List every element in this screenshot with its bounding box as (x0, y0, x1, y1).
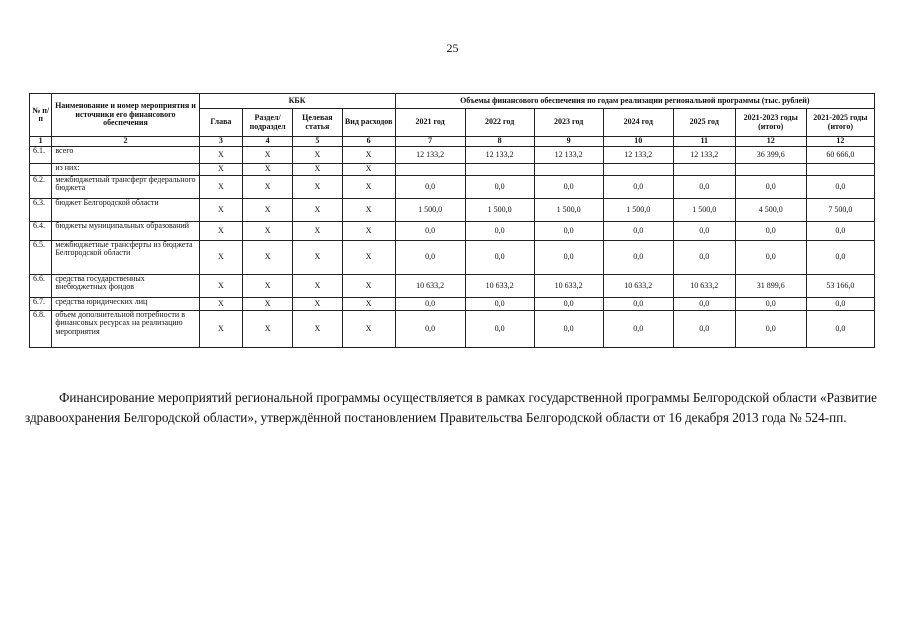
value-cell: 60 666,0 (806, 147, 874, 164)
value-cell: 4 500,0 (735, 199, 806, 222)
table-row (30, 311, 875, 348)
value-cell: 0,0 (534, 241, 603, 275)
header-2022: 2022 год (465, 109, 534, 137)
table-row (30, 147, 875, 164)
kbk-cell: X (342, 199, 395, 222)
kbk-cell: X (342, 275, 395, 298)
value-cell: 0,0 (735, 176, 806, 199)
value-cell: 0,0 (465, 222, 534, 241)
row-number: 6.7. (30, 298, 52, 311)
header-total-2021-2023: 2021-2023 годы (итого) (735, 109, 806, 137)
value-cell: 0,0 (735, 222, 806, 241)
kbk-cell: X (292, 164, 342, 176)
header-razdel: Раздел/ подраздел (243, 109, 293, 137)
column-index-row (30, 137, 875, 147)
kbk-cell: X (199, 164, 243, 176)
value-cell: 0,0 (603, 298, 673, 311)
value-cell: 0,0 (673, 298, 735, 311)
table-body (30, 137, 875, 348)
value-cell: 1 500,0 (465, 199, 534, 222)
value-cell: 0,0 (806, 311, 874, 348)
value-cell: 0,0 (395, 222, 465, 241)
value-cell (735, 164, 806, 176)
value-cell: 0,0 (534, 298, 603, 311)
header-volumes: Объемы финансового обеспечения по годам реализации региональной программы (тыс. рублей) (395, 94, 874, 109)
financing-table (29, 93, 875, 348)
kbk-cell: X (199, 275, 243, 298)
header-name: Наименование и номер мероприятия и источники его финансового обеспечения (52, 94, 199, 137)
row-number (30, 164, 52, 176)
kbk-cell: X (292, 147, 342, 164)
row-name: межбюджетный трансферт федерального бюджета (52, 176, 199, 199)
column-index-cell: 9 (534, 137, 603, 147)
kbk-cell: X (243, 275, 293, 298)
value-cell (603, 164, 673, 176)
row-number: 6.8. (30, 311, 52, 348)
value-cell: 12 133,2 (603, 147, 673, 164)
kbk-cell: X (292, 176, 342, 199)
page-number: 25 (446, 41, 459, 55)
row-number: 6.4. (30, 222, 52, 241)
column-index-cell: 11 (673, 137, 735, 147)
table-row (30, 164, 875, 176)
column-index-cell: 3 (199, 137, 243, 147)
row-number: 6.3. (30, 199, 52, 222)
kbk-cell: X (243, 164, 293, 176)
value-cell (673, 164, 735, 176)
value-cell: 0,0 (673, 176, 735, 199)
table-row (30, 176, 875, 199)
row-name: средства юридических лиц (52, 298, 199, 311)
column-index-cell: 10 (603, 137, 673, 147)
value-cell: 0,0 (465, 311, 534, 348)
kbk-cell: X (199, 222, 243, 241)
kbk-cell: X (342, 164, 395, 176)
kbk-cell: X (243, 298, 293, 311)
value-cell: 31 899,6 (735, 275, 806, 298)
kbk-cell: X (199, 311, 243, 348)
kbk-cell: X (342, 147, 395, 164)
kbk-cell: X (292, 311, 342, 348)
row-name: средства государственных внебюджетных фондов (52, 275, 199, 298)
kbk-cell: X (243, 222, 293, 241)
kbk-cell: X (292, 275, 342, 298)
value-cell: 0,0 (603, 311, 673, 348)
value-cell: 0,0 (395, 298, 465, 311)
value-cell: 12 133,2 (395, 147, 465, 164)
value-cell (465, 164, 534, 176)
value-cell: 36 399,6 (735, 147, 806, 164)
value-cell: 53 166,0 (806, 275, 874, 298)
table-row (30, 222, 875, 241)
row-name: объем дополнительной потребности в финансовых ресурсах на реализацию мероприятия (52, 311, 199, 348)
value-cell: 10 633,2 (603, 275, 673, 298)
kbk-cell: X (199, 241, 243, 275)
kbk-cell: X (292, 199, 342, 222)
kbk-cell: X (342, 222, 395, 241)
row-name: из них: (52, 164, 199, 176)
kbk-cell: X (292, 241, 342, 275)
value-cell: 0,0 (806, 298, 874, 311)
value-cell: 12 133,2 (465, 147, 534, 164)
row-number: 6.5. (30, 241, 52, 275)
column-index-cell: 7 (395, 137, 465, 147)
row-number: 6.6. (30, 275, 52, 298)
kbk-cell: X (199, 298, 243, 311)
kbk-cell: X (243, 241, 293, 275)
header-celevaya: Целевая статья (292, 109, 342, 137)
kbk-cell: X (199, 199, 243, 222)
value-cell: 0,0 (673, 222, 735, 241)
kbk-cell: X (199, 147, 243, 164)
value-cell: 1 500,0 (603, 199, 673, 222)
kbk-cell: X (292, 222, 342, 241)
value-cell: 0,0 (603, 222, 673, 241)
kbk-cell: X (292, 298, 342, 311)
value-cell: 0,0 (673, 311, 735, 348)
column-index-cell: 12 (735, 137, 806, 147)
kbk-cell: X (342, 298, 395, 311)
column-index-cell: 6 (342, 137, 395, 147)
column-index-cell: 5 (292, 137, 342, 147)
value-cell: 10 633,2 (465, 275, 534, 298)
kbk-cell: X (243, 176, 293, 199)
value-cell (806, 164, 874, 176)
value-cell: 12 133,2 (534, 147, 603, 164)
kbk-cell: X (342, 311, 395, 348)
value-cell: 0,0 (534, 176, 603, 199)
value-cell: 0,0 (465, 241, 534, 275)
header-vid: Вид расходов (342, 109, 395, 137)
kbk-cell: X (243, 147, 293, 164)
row-name: всего (52, 147, 199, 164)
value-cell: 12 133,2 (673, 147, 735, 164)
header-total-2021-2025: 2021-2025 годы (итого) (806, 109, 874, 137)
value-cell: 10 633,2 (673, 275, 735, 298)
column-index-cell: 8 (465, 137, 534, 147)
value-cell: 0,0 (395, 311, 465, 348)
column-index-cell: 12 (806, 137, 874, 147)
kbk-cell: X (342, 176, 395, 199)
value-cell: 1 500,0 (534, 199, 603, 222)
row-name: межбюджетные трансферты из бюджета Белгородской области (52, 241, 199, 275)
kbk-cell: X (243, 199, 293, 222)
table-row (30, 241, 875, 275)
financing-paragraph: Финансирование мероприятий региональной программы осуществляется в рамках государственной программы Белгородской области «Развитие здравоохранения Белгородской области», утверждённой постановлением Правительства Белгородской области от 16 декабря 2013 года № 524-пп. (25, 390, 877, 425)
value-cell: 0,0 (465, 176, 534, 199)
header-glava: Глава (199, 109, 243, 137)
table-row (30, 298, 875, 311)
table-row (30, 199, 875, 222)
value-cell: 0,0 (735, 241, 806, 275)
header-2023: 2023 год (534, 109, 603, 137)
header-2021: 2021 год (395, 109, 465, 137)
kbk-cell: X (342, 241, 395, 275)
value-cell: 10 633,2 (534, 275, 603, 298)
value-cell: 0,0 (395, 176, 465, 199)
value-cell: 0,0 (673, 241, 735, 275)
value-cell: 0,0 (806, 241, 874, 275)
column-index-cell: 1 (30, 137, 52, 147)
value-cell: 7 500,0 (806, 199, 874, 222)
kbk-cell: X (199, 176, 243, 199)
column-index-cell: 4 (243, 137, 293, 147)
column-index-cell: 2 (52, 137, 199, 147)
value-cell: 0,0 (465, 298, 534, 311)
value-cell: 0,0 (603, 241, 673, 275)
row-number: 6.2. (30, 176, 52, 199)
value-cell: 0,0 (534, 222, 603, 241)
kbk-cell: X (243, 311, 293, 348)
value-cell (534, 164, 603, 176)
table-row (30, 275, 875, 298)
value-cell: 0,0 (534, 311, 603, 348)
row-number: 6.1. (30, 147, 52, 164)
header-kbk: КБК (199, 94, 395, 109)
value-cell: 0,0 (395, 241, 465, 275)
value-cell: 0,0 (735, 311, 806, 348)
value-cell: 0,0 (603, 176, 673, 199)
value-cell (395, 164, 465, 176)
value-cell: 10 633,2 (395, 275, 465, 298)
row-name: бюджеты муниципальных образований (52, 222, 199, 241)
value-cell: 0,0 (806, 222, 874, 241)
header-2025: 2025 год (673, 109, 735, 137)
header-num: № п/п (30, 94, 52, 137)
value-cell: 0,0 (735, 298, 806, 311)
row-name: бюджет Белгородской области (52, 199, 199, 222)
value-cell: 1 500,0 (673, 199, 735, 222)
value-cell: 1 500,0 (395, 199, 465, 222)
header-2024: 2024 год (603, 109, 673, 137)
value-cell: 0,0 (806, 176, 874, 199)
